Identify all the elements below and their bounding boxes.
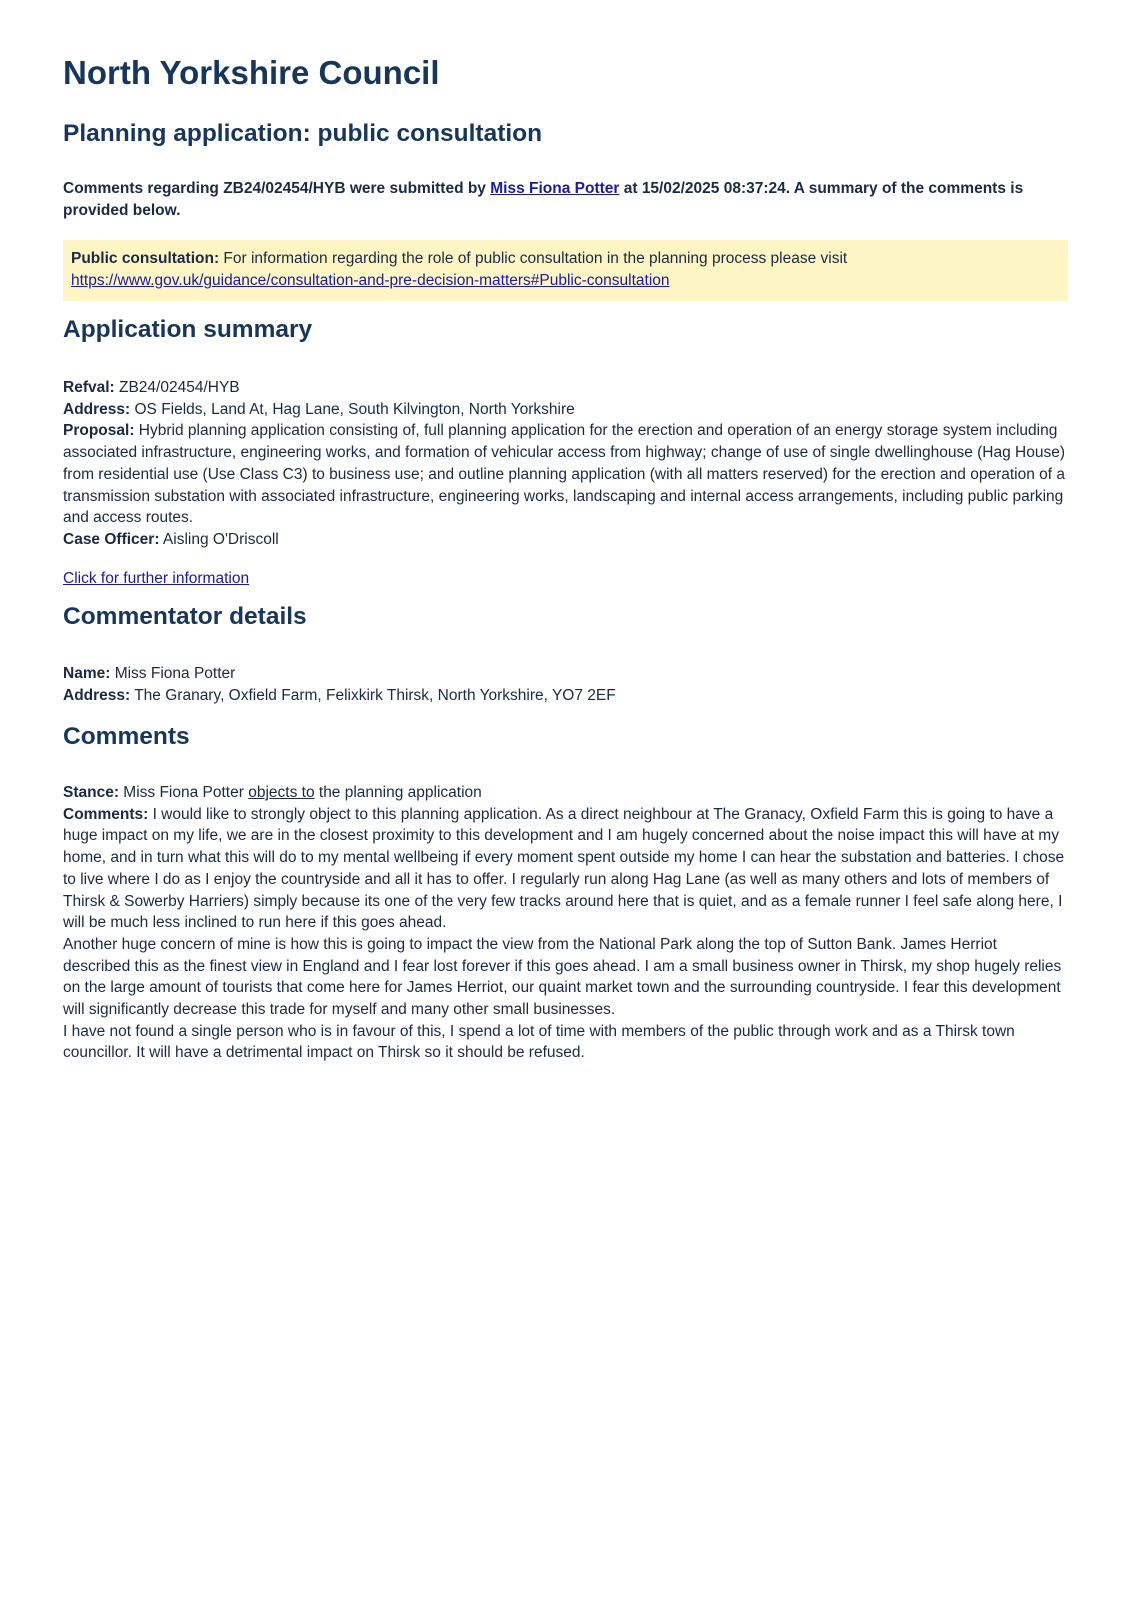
- council-title: North Yorkshire Council: [63, 54, 440, 91]
- commentator-address-row: [63, 685, 1068, 707]
- comments-paragraph-2: Another huge concern of mine is how this is going to impact the view from the National Park along the top of Sutton Bank. James Herriot described this as the finest view in England and I fear lost forever if this goes ahead. I am a small business owner in Thirsk, my shop hugely relies on the large amount of tourists that come here for James Herriot, our quaint market town and the surrounding countryside. I fear this development will significantly decrease this trade for myself and many other small businesses.: [63, 935, 1062, 1019]
- address-value: OS Fields, Land At, Hag Lane, South Kilvington, North Yorkshire: [130, 400, 575, 418]
- stance-row: [63, 782, 1068, 804]
- refval-label: Refval:: [63, 379, 115, 396]
- commentator-address-value: The Granary, Oxfield Farm, Felixkirk Thirsk, North Yorkshire, YO7 2EF: [130, 686, 616, 704]
- commentator-name-label: Name:: [63, 665, 111, 682]
- refval-row: [63, 377, 1068, 399]
- case-officer-row: [63, 529, 1068, 551]
- commentator-address-label: Address:: [63, 686, 131, 704]
- proposal-label: Proposal:: [63, 422, 135, 440]
- case-officer-value: Aisling O'Driscoll: [159, 530, 279, 548]
- comments-paragraph-1: [63, 804, 1068, 934]
- commentator-heading: Commentator details: [63, 603, 307, 630]
- notice-label: Public consultation:: [71, 250, 220, 267]
- commentator-details: [63, 663, 1068, 706]
- further-info-row: [63, 568, 1068, 590]
- proposal-row: [63, 420, 1068, 529]
- commenter-link[interactable]: Miss Fiona Potter: [490, 180, 620, 197]
- comments-body: [63, 782, 1068, 1064]
- comments-text-1: I would like to strongly object to this planning application. As a direct neighbour at The Granacy, Oxfield Farm this is going to have a huge impact on my life, we are in the closest proximity to this development and I am hugely concerned about the noise impact this will have at my home, and in turn what this will do to my mental wellbeing if every moment spent outside my home I can hear the substation and batteries. I chose to live where I do as I enjoy the countryside and all it has to offer. I regularly run along Hag Lane (as well as many others and lots of members of Thirsk & Sowerby Harriers) simply because its one of the very few tracks around here that is quiet, and as a female runner I feel safe along here, I will be much less inclined to run here if this goes ahead.: [63, 805, 1065, 932]
- application-summary: [63, 377, 1068, 551]
- further-info-link[interactable]: Click for further information: [63, 570, 250, 587]
- proposal-value: Hybrid planning application consisting of, full planning application for the erection and operation of an energy storage system including associated infrastructure, engineering works, and formation of vehicular access from highway; change of use of single dwellinghouse (Hag House) from residential use (Use Class C3) to business use; and outline planning application (with all matters reserved) for the erection and operation of a transmission substation with associated infrastructure, engineering works, landscaping and internal access arrangements, including public parking and access routes.: [63, 422, 1066, 527]
- commentator-name-value: Miss Fiona Potter: [110, 665, 236, 682]
- application-summary-heading: Application summary: [63, 316, 313, 343]
- comments-label: Comments:: [63, 805, 149, 823]
- intro-summary: [63, 178, 1068, 222]
- stance-suffix: the planning application: [314, 784, 482, 801]
- address-label: Address:: [63, 400, 131, 418]
- intro-prefix: Comments regarding ZB24/02454/HYB were submitted by: [63, 180, 491, 197]
- commentator-name-row: [63, 663, 1068, 685]
- refval-value: ZB24/02454/HYB: [114, 379, 240, 396]
- case-officer-label: Case Officer:: [63, 530, 160, 548]
- stance-label: Stance:: [63, 784, 119, 801]
- public-consultation-notice: [63, 240, 1068, 301]
- consultation-guidance-link[interactable]: https://www.gov.uk/guidance/consultation-and-pre-decision-matters#Public-consultation: [71, 272, 670, 289]
- stance-prefix: Miss Fiona Potter: [119, 784, 249, 801]
- page-heading: Planning application: public consultation: [63, 120, 543, 147]
- comments-heading: Comments: [63, 723, 190, 750]
- comments-paragraph-3: I have not found a single person who is in favour of this, I spend a lot of time with members of the public through work and as a Thirsk town councillor. It will have a detrimental impact on Thirsk so it should be refused.: [63, 1022, 1015, 1062]
- stance-objects-to: objects to: [248, 784, 315, 801]
- address-row: [63, 399, 1068, 421]
- intro-suffix: at 15/02/2025 08:37:24. A summary of the comments is provided below.: [63, 180, 1024, 219]
- notice-text: For information regarding the role of public consultation in the planning process please visit: [219, 250, 848, 267]
